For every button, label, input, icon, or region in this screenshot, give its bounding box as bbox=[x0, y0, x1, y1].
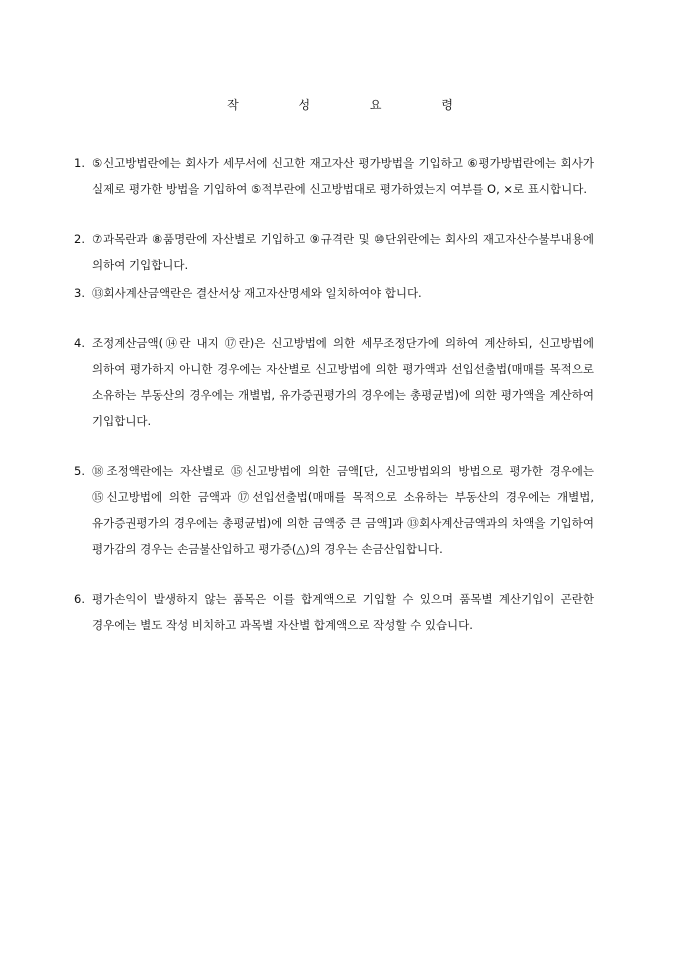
item-text: ⑤신고방법란에는 회사가 세무서에 신고한 재고자산 평가방법을 기입하고 ⑥평가방법란에는 회사가 실제로 평가한 방법을 기입하여 ⑤적부란에 신고방법대로 평가하였는지 여부를 O, ×로 표시합니다. bbox=[92, 156, 595, 196]
item-number: 3. bbox=[74, 286, 85, 300]
list-item bbox=[74, 226, 594, 278]
instruction-list bbox=[74, 150, 594, 638]
page-title: 작 성 요 령 bbox=[227, 98, 481, 112]
list-item bbox=[74, 458, 594, 562]
item-text: ⑬회사계산금액란은 결산서상 재고자산명세와 일치하여야 합니다. bbox=[92, 286, 422, 300]
list-item bbox=[74, 330, 594, 434]
item-text: 조정계산금액(⑭란 내지 ⑰란)은 신고방법에 의한 세무조정단가에 의하여 계산하되, 신고방법에 의하여 평가하지 아니한 경우에는 자산별로 신고방법에 의한 평가액과 선입선출법(매매를 목적으로 소유하는 부동산의 경우에는 개별법, 유가증권평가의 경우에는 총평균법)에 의한 평가액을 계산하여 기입합니다. bbox=[92, 336, 594, 428]
item-text: 평가손익이 발생하지 않는 품목은 이를 합계액으로 기입할 수 있으며 품목별 계산기입이 곤란한 경우에는 별도 작성 비치하고 과목별 자산별 합계액으로 작성할 수 있습니다. bbox=[92, 592, 594, 632]
list-item bbox=[74, 586, 594, 638]
list-item bbox=[74, 150, 594, 202]
item-text: ⑱조정액란에는 자산별로 ⑮신고방법에 의한 금액[단, 신고방법외의 방법으로 평가한 경우에는 ⑮신고방법에 의한 금액과 ⑰선입선출법(매매를 목적으로 소유하는 부동산의 경우에는 개별법, 유가증권평가의 경우에는 총평균법)에 의한 금액중 큰 금액]과 ⑬회사계산금액과의 차액을 기입하여 평가감의 경우는 손금불산입하고 평가증(△)의 경우는 손금산입합니다. bbox=[92, 464, 594, 556]
list-item bbox=[74, 280, 594, 306]
item-number: 4. bbox=[74, 336, 85, 350]
item-number: 5. bbox=[74, 464, 85, 478]
item-number: 6. bbox=[74, 592, 85, 606]
item-text: ⑦과목란과 ⑧품명란에 자산별로 기입하고 ⑨규격란 및 ⑩단위란에는 회사의 재고자산수불부내용에 의하여 기입합니다. bbox=[92, 232, 594, 272]
item-number: 2. bbox=[74, 232, 85, 246]
item-number: 1. bbox=[74, 156, 85, 170]
